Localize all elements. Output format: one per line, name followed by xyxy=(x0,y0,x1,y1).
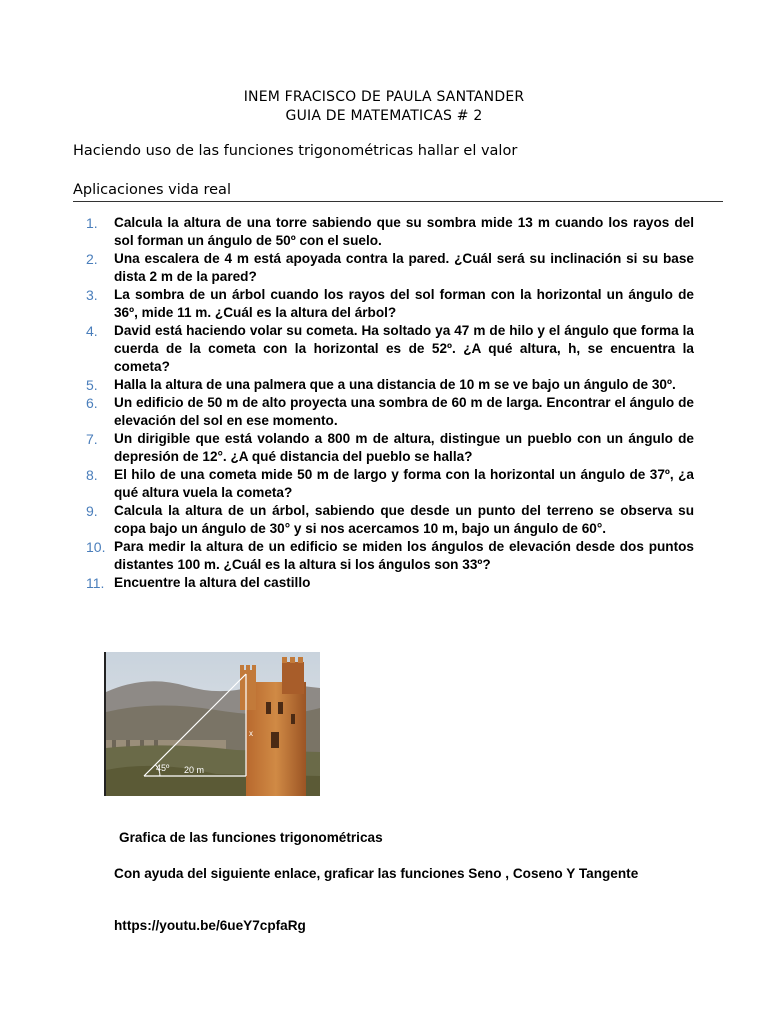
school-name: INEM FRACISCO DE PAULA SANTANDER xyxy=(243,89,525,105)
exercise-number-label: 6. xyxy=(86,395,98,411)
exercise-list xyxy=(80,214,694,592)
document-header xyxy=(0,88,768,126)
exercise-item xyxy=(80,538,694,574)
exercise-text: Encuentre la altura del castillo xyxy=(114,575,311,590)
section-title: Aplicaciones vida real xyxy=(73,180,723,202)
castle-illustration xyxy=(106,652,320,796)
exercise-number xyxy=(80,286,114,322)
exercise-number xyxy=(80,502,114,538)
exercise-item xyxy=(80,250,694,286)
exercise-item xyxy=(80,286,694,322)
exercise-text: El hilo de una cometa mide 50 m de largo y forma con la horizontal un ángulo de 37º, ¿a qué altura vuela la cometa? xyxy=(114,467,694,500)
exercise-text: David está haciendo volar su cometa. Ha soltado ya 47 m de hilo y el ángulo que forma la cuerda de la cometa con la horizontal es de 52º. ¿A qué altura, h, se encuentra la cometa? xyxy=(114,323,694,374)
height-label: x xyxy=(249,729,253,738)
intro-text: Haciendo uso de las funciones trigonométricas hallar el valor xyxy=(73,143,518,159)
castle-turret-left xyxy=(240,670,256,710)
guide-title: GUIA DE MATEMATICAS # 2 xyxy=(285,108,483,124)
exercise-number xyxy=(80,214,114,250)
exercise-number-label: 11. xyxy=(86,575,105,591)
exercise-item xyxy=(80,214,694,250)
exercise-text: Para medir la altura de un edificio se miden los ángulos de elevación desde dos puntos distantes 100 m. ¿Cuál es la altura si los ángulos son 33º? xyxy=(114,539,694,572)
exercise-text: Un edificio de 50 m de alto proyecta una sombra de 60 m de larga. Encontrar el ángulo de elevación del sol en ese momento. xyxy=(114,395,694,428)
exercise-number xyxy=(80,430,114,466)
castle-photo xyxy=(104,652,320,796)
exercise-text: La sombra de un árbol cuando los rayos del sol forman con la horizontal un ángulo de 36º, mide 11 m. ¿Cuál es la altura del árbol? xyxy=(114,287,694,320)
exercise-number xyxy=(80,538,114,574)
exercise-number-label: 3. xyxy=(86,287,98,303)
castle-turret-right xyxy=(282,662,304,694)
exercise-item xyxy=(80,376,694,394)
exercise-item xyxy=(80,394,694,430)
exercise-number-label: 5. xyxy=(86,377,98,393)
exercise-number xyxy=(80,250,114,286)
exercise-text: Calcula la altura de una torre sabiendo que su sombra mide 13 m cuando los rayos del sol forman un ángulo de 50º con el suelo. xyxy=(114,215,694,248)
exercise-item xyxy=(80,430,694,466)
graph-section-text: Con ayuda del siguiente enlace, graficar las funciones Seno , Coseno Y Tangente xyxy=(114,866,639,881)
exercise-item xyxy=(80,322,694,376)
exercise-item xyxy=(80,502,694,538)
exercise-number-label: 9. xyxy=(86,503,98,519)
exercise-number xyxy=(80,466,114,502)
exercise-number-label: 7. xyxy=(86,431,98,447)
graph-section-title: Grafica de las funciones trigonométricas xyxy=(119,830,383,845)
exercise-number-label: 4. xyxy=(86,323,98,339)
exercise-item xyxy=(80,466,694,502)
exercise-number-label: 2. xyxy=(86,251,98,267)
exercise-number-label: 10. xyxy=(86,539,106,555)
angle-label: 45º xyxy=(156,763,170,773)
exercise-number xyxy=(80,322,114,376)
exercise-number xyxy=(80,394,114,430)
exercise-number-label: 1. xyxy=(86,215,98,231)
exercise-number xyxy=(80,376,114,394)
exercise-number-label: 8. xyxy=(86,467,98,483)
exercise-text: Un dirigible que está volando a 800 m de altura, distingue un pueblo con un ángulo de depresión de 12°. ¿A qué distancia del pueblo se halla? xyxy=(114,431,694,464)
base-label: 20 m xyxy=(184,765,205,775)
exercise-number xyxy=(80,574,114,592)
exercise-text: Calcula la altura de un árbol, sabiendo que desde un punto del terreno se observa su copa bajo un ángulo de 30° y si nos acercamos 10 m, bajo un ángulo de 60°. xyxy=(114,503,694,536)
exercise-text: Una escalera de 4 m está apoyada contra la pared. ¿Cuál será su inclinación si su base dista 2 m de la pared? xyxy=(114,251,694,284)
exercise-text: Halla la altura de una palmera que a una distancia de 10 m se ve bajo un ángulo de 30º. xyxy=(114,377,676,392)
exercise-item xyxy=(80,574,694,592)
video-link[interactable]: https://youtu.be/6ueY7cpfaRg xyxy=(114,918,306,933)
